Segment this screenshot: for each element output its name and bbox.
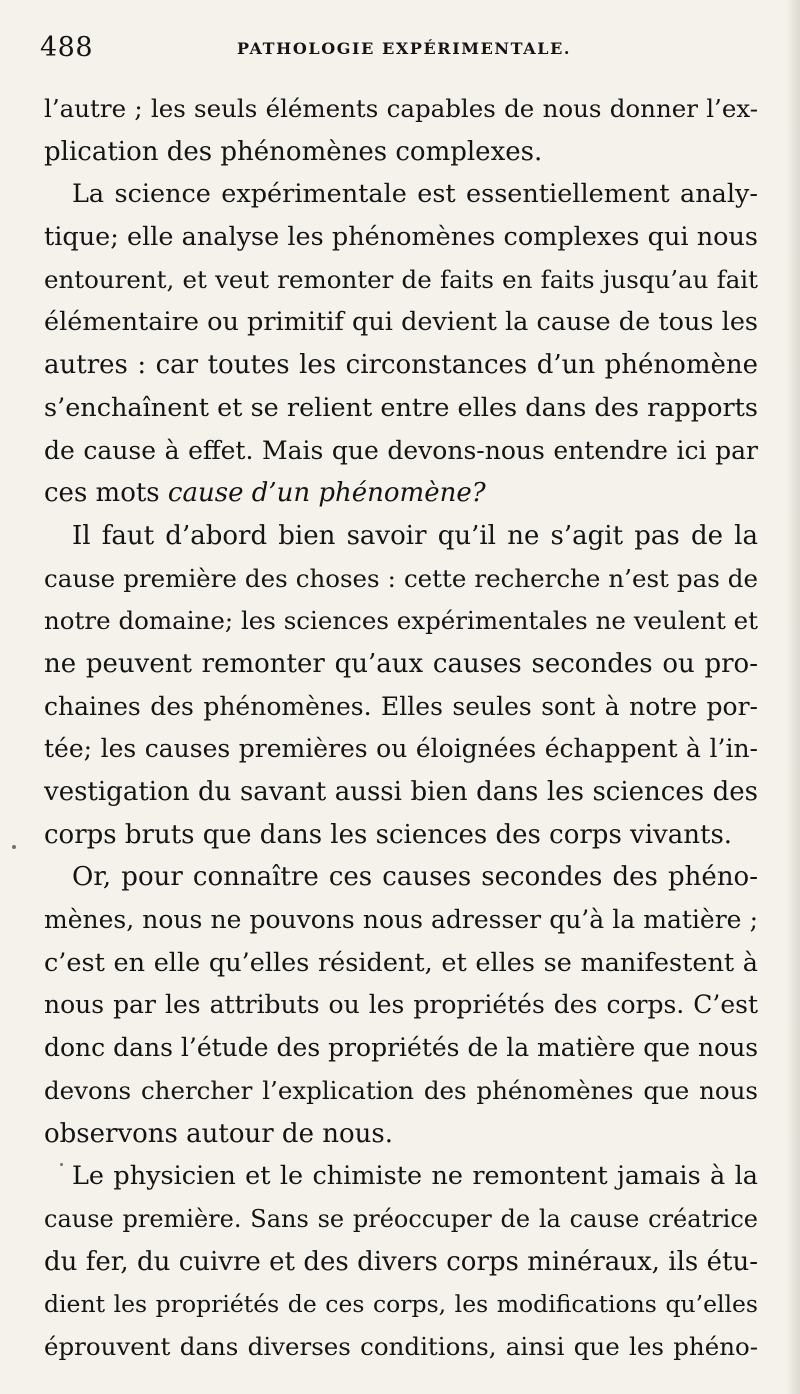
italic-phrase: cause d’un phénomène? (167, 478, 486, 509)
text-line: nous par les attributs ou les propriétés des corps. C’est (44, 990, 758, 1020)
text-line: observons autour de nous. (44, 1118, 393, 1149)
paper-speck (60, 1163, 63, 1166)
page-header (40, 32, 755, 68)
text-line: La science expérimentale est essentiellement analy- (72, 179, 758, 210)
text-line: Le physicien et le chimiste ne remontent jamais à la (72, 1161, 758, 1192)
page-edge-shadow (786, 0, 800, 1394)
text-line: entourent, et veut remonter de faits en faits jusqu’au fait (44, 264, 758, 294)
paper-speck (12, 845, 16, 849)
text-line: chaines des phénomènes. Elles seules sont à notre por- (44, 691, 758, 721)
text-line: cause première des choses : cette recherche n’est pas de (44, 563, 758, 593)
text-line: notre domaine; les sciences expérimentales ne veulent et (44, 606, 758, 636)
text-line: tique; elle analyse les phénomènes complexes qui nous (44, 222, 758, 253)
text-line: du fer, du cuivre et des divers corps minéraux, ils étu- (44, 1246, 758, 1277)
text-line: donc dans l’étude des propriétés de la matière que nous (44, 1033, 759, 1063)
text-line: vestigation du savant aussi bien dans les sciences des (44, 777, 758, 807)
text-line: de cause à effet. Mais que devons-nous entendre ici par (44, 435, 758, 465)
body-text (44, 88, 758, 1369)
text-line: s’enchaînent et se relient entre elles dans des rapports (44, 392, 758, 423)
text-line: l’autre ; les seuls éléments capables de nous donner l’ex- (44, 94, 758, 123)
text-line: ne peuvent remonter qu’aux causes secondes ou pro- (44, 648, 758, 679)
text-line: dient les propriétés de ces corps, les modifications qu’elles (44, 1290, 758, 1319)
text-line: plication des phénomènes complexes. (44, 136, 543, 167)
text-line-plain: ces mots (44, 478, 168, 509)
text-line: élémentaire ou primitif qui devient la cause de tous les (44, 307, 758, 338)
text-line: Il faut d’abord bien savoir qu’il ne s’agit pas de la (72, 520, 758, 551)
text-line: éprouvent dans diverses conditions, ainsi que les phéno- (44, 1331, 758, 1361)
text-line: corps bruts que dans les sciences des corps vivants. (44, 819, 733, 850)
text-line: cause première. Sans se préoccuper de la cause créatrice (44, 1204, 758, 1233)
page-number: 488 (40, 32, 94, 63)
text-line: devons chercher l’explication des phénomènes que nous (44, 1075, 758, 1105)
running-head: PATHOLOGIE EXPÉRIMENTALE. (237, 39, 572, 58)
text-line (44, 472, 758, 515)
text-line: autres : car toutes les circonstances d’un phénomène (44, 350, 758, 381)
text-line: mènes, nous ne pouvons nous adresser qu’à la matière ; (44, 905, 758, 935)
text-line: tée; les causes premières ou éloignées échappent à l’in- (44, 734, 758, 764)
text-line: Or, pour connaître ces causes secondes des phéno- (72, 862, 758, 893)
text-line: c’est en elle qu’elles résident, et elles se manifestent à (44, 947, 758, 978)
